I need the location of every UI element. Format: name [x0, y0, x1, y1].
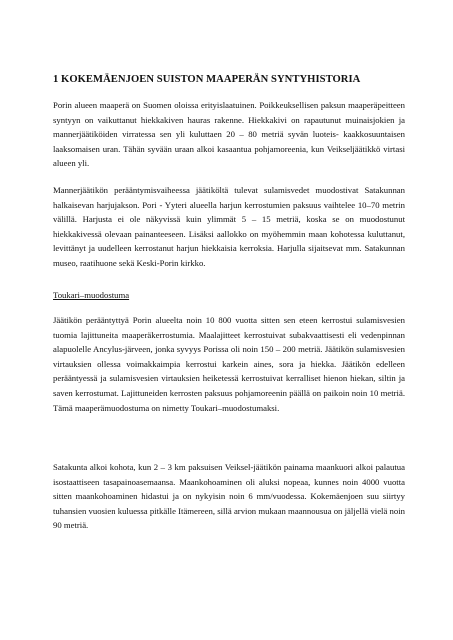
- subheading-toukari: Toukari–muodostuma: [53, 290, 130, 300]
- paragraph-toukari-formation: Jäätikön perääntyttyä Porin alueelta noin 10 800 vuotta sitten sen eteen kerrostui sulamisvesien tuomia lajittuneita maaperäkerrostumia. Maalajitteet kerrostuivat subakvaattisesti eli vedenpinnan alapuolelle Ancylus-järveen, jonka syvyys Porissa oli noin 150 – 200 metriä. Jäätikön sulamisvesien virtauksien ollessa voimakkaimpia kerrostui karkein aines, sora ja hiekka. Jäätikön edelleen perääntyessä ja sulamisvesien virtauksien heiketessä kerrostuivat kerralliset hienon hiekan, siltin ja saven kerrostumat. Lajittuneiden kerrosten paksuus pohjamoreenin päällä on paikoin noin 10 metriä. Tämä maaperämuodostuma on nimetty Toukari–muodostumaksi.: [53, 315, 405, 413]
- paragraph-esker: Mannerjäätikön perääntymisvaiheessa jäätiköltä tulevat sulamisvedet muodostivat Satakunnan halkaisevan harjujakson. Pori - Yyteri alueella harjun kerrostumien paksuus vaihtelee 10–70 metrin välillä. Harjusta ei ole näkyvissä kuin ylimmät 5 – 15 metriä, koska se on muodostunut hiekkakivessä olevaan painanteeseen. Lisäksi aallokko on myöhemmin maan kohotessa kuluttanut, levittänyt ja uudelleen kerrostanut harjun hiekkaisia kerroksia. Harjulla sijaitsevat mm. Satakunnan museo, raatihuone sekä Keski-Porin kirkko.: [53, 185, 405, 268]
- paragraph-land-uplift: Satakunta alkoi kohota, kun 2 – 3 km paksuisen Veiksel-jäätikön painama maankuori alkoi palautua isostaattiseen tasapainoasemaansa. Maankohoaminen oli aluksi nopeaa, kunnes noin 4000 vuotta sitten maankohoaminen hidastui ja on nykyisin noin 6 mm/vuodessa. Kokemäenjoen suu siirtyy tuhansien vuosien kuluessa pitkälle Itämereen, sillä arvion mukaan maannousua on jäljellä vielä noin 90 metriä.: [53, 462, 405, 531]
- paragraph-bedrock: Porin alueen maaperä on Suomen oloissa erityislaatuinen. Poikkeuksellisen paksun maaperäpeitteen syntyyn on vaikuttanut hiekkakiven hauras rakenne. Hiekkakivi on rapautunut muinaisjokien ja mannerjäätiköiden virratessa sen yli kuluttaen 20 – 80 metriä syvän luoteis- kaakkosuuntaisen laaksomaisen uran. Tähän syvään uraan alkoi kasaantua pohjamoreenia, kun Veikseljäätikkö virtasi alueen yli.: [53, 100, 405, 169]
- section-heading: 1 KOKEMÄENJOEN SUISTON MAAPERÄN SYNTYHISTORIA: [53, 74, 361, 85]
